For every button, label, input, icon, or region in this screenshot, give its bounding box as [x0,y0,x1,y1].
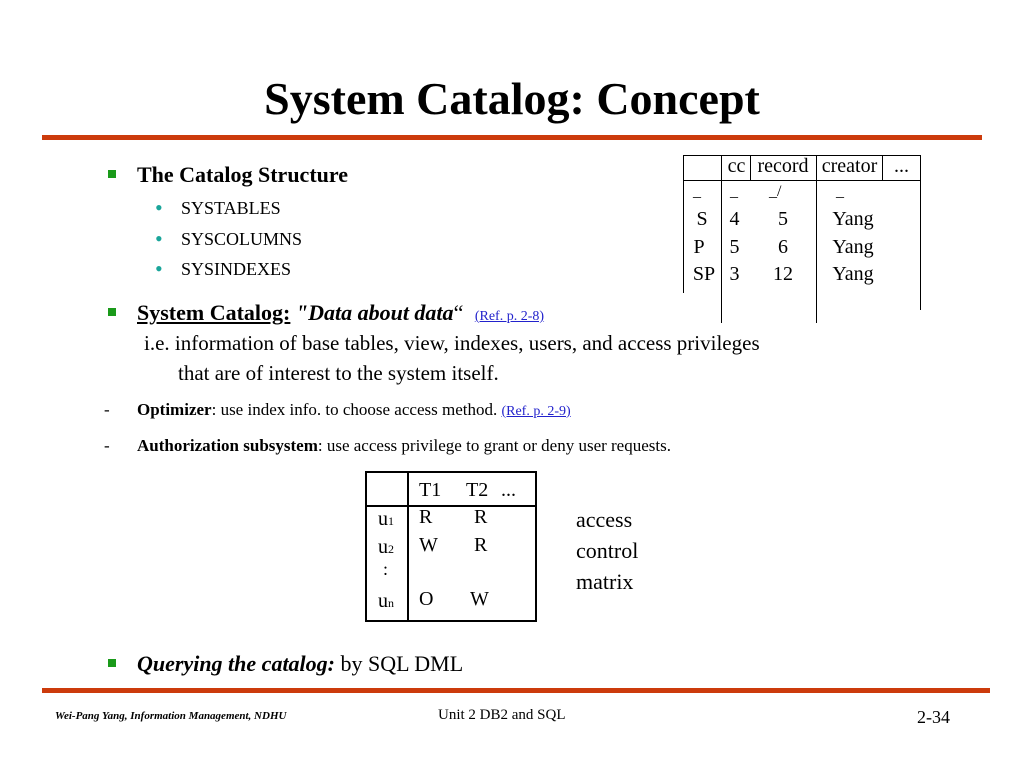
matrix-caption-line: control [576,538,639,563]
row-cc: 5 [729,236,740,258]
system-catalog-quote: "Data about data [295,300,454,325]
page-number: 2-34 [917,707,950,727]
table-border [683,180,921,181]
row-name-s: S [696,208,708,230]
matrix-cell: R [474,506,488,528]
dash-marker: - [104,400,110,419]
matrix-cell: W [419,534,438,556]
ref-link-2-8[interactable]: (Ref. p. 2-8) [474,309,545,324]
catalog-item-systables: SYSTABLES [181,198,281,218]
matrix-cell: W [470,588,489,610]
matrix-cell: R [419,506,433,528]
matrix-header-t1: T1 [419,479,442,501]
row-cc: 3 [729,263,740,285]
bullet-dot-icon: • [155,195,163,220]
querying-label: Querying the catalog: [137,651,335,676]
system-catalog-line [137,300,544,326]
row-record: 6 [778,236,788,258]
system-catalog-desc-1: i.e. information of base tables, view, indexes, users, and access privileges [144,331,760,355]
authorization-label: Authorization subsystem [137,436,318,455]
querying-text: by SQL DML [335,651,464,676]
system-catalog-close-quote: “ [453,300,464,325]
table-border [920,155,921,310]
dash-marker: - [104,436,110,455]
bullet-dot-icon: • [155,256,163,281]
col-header-cc: cc [727,155,746,177]
row-cc: 4 [729,208,740,230]
row-creator: Yang [832,208,874,230]
col-header-creator: creator [821,155,878,177]
matrix-cell: O [419,588,434,610]
row-record: 5 [778,208,788,230]
catalog-item-sysindexes: SYSINDEXES [181,259,292,279]
matrix-caption-line: matrix [576,569,634,594]
row-name-sp: SP [692,263,716,285]
optimizer-line [137,400,571,420]
system-catalog-desc-2: that are of interest to the system itself. [178,361,499,385]
matrix-user: un [378,590,394,612]
row-creator: Yang [832,263,874,285]
matrix-cell: R [474,534,488,556]
matrix-ellipsis: : [383,559,389,579]
bullet-square-icon [108,308,116,316]
row-record: 12 [773,263,793,285]
row-name-p: P [693,236,705,258]
key-mark: _ [693,183,701,200]
table-border [407,473,409,620]
catalog-item-syscolumns: SYSCOLUMNS [181,229,303,249]
key-mark: _ [836,183,844,200]
title-divider [42,135,982,140]
optimizer-label: Optimizer [137,400,212,419]
col-header-more: ... [894,155,909,177]
systables-table [683,155,921,323]
matrix-header-more: ... [501,479,516,501]
bullet-square-icon [108,659,116,667]
key-mark: _ [730,183,738,200]
page-title: System Catalog: Concept [264,73,760,124]
key-mark: _/ [769,183,782,200]
footer-unit: Unit 2 DB2 and SQL [438,707,566,723]
authorization-text: : use access privilege to grant or deny user requests. [317,436,671,455]
matrix-header-t2: T2 [466,479,489,501]
bullet-dot-icon: • [155,226,163,251]
querying-line [137,651,463,677]
system-catalog-label: System Catalog: [137,300,291,325]
bullet-square-icon [108,170,116,178]
matrix-caption-line: access [576,507,633,532]
authorization-line [137,436,671,456]
col-header-record: record [757,155,809,177]
optimizer-text: : use index info. to choose access method. [211,400,498,419]
matrix-caption [576,504,638,597]
footer-divider [42,688,990,693]
row-creator: Yang [832,236,874,258]
footer-author: Wei-Pang Yang, Information Management, NDHU [55,710,287,722]
matrix-user: u1 [378,508,394,530]
matrix-user: u2 [378,536,394,558]
catalog-structure-heading: The Catalog Structure [137,162,349,187]
ref-link-2-9[interactable]: (Ref. p. 2-9) [501,404,571,419]
table-border [367,505,535,507]
access-control-matrix [365,471,537,622]
